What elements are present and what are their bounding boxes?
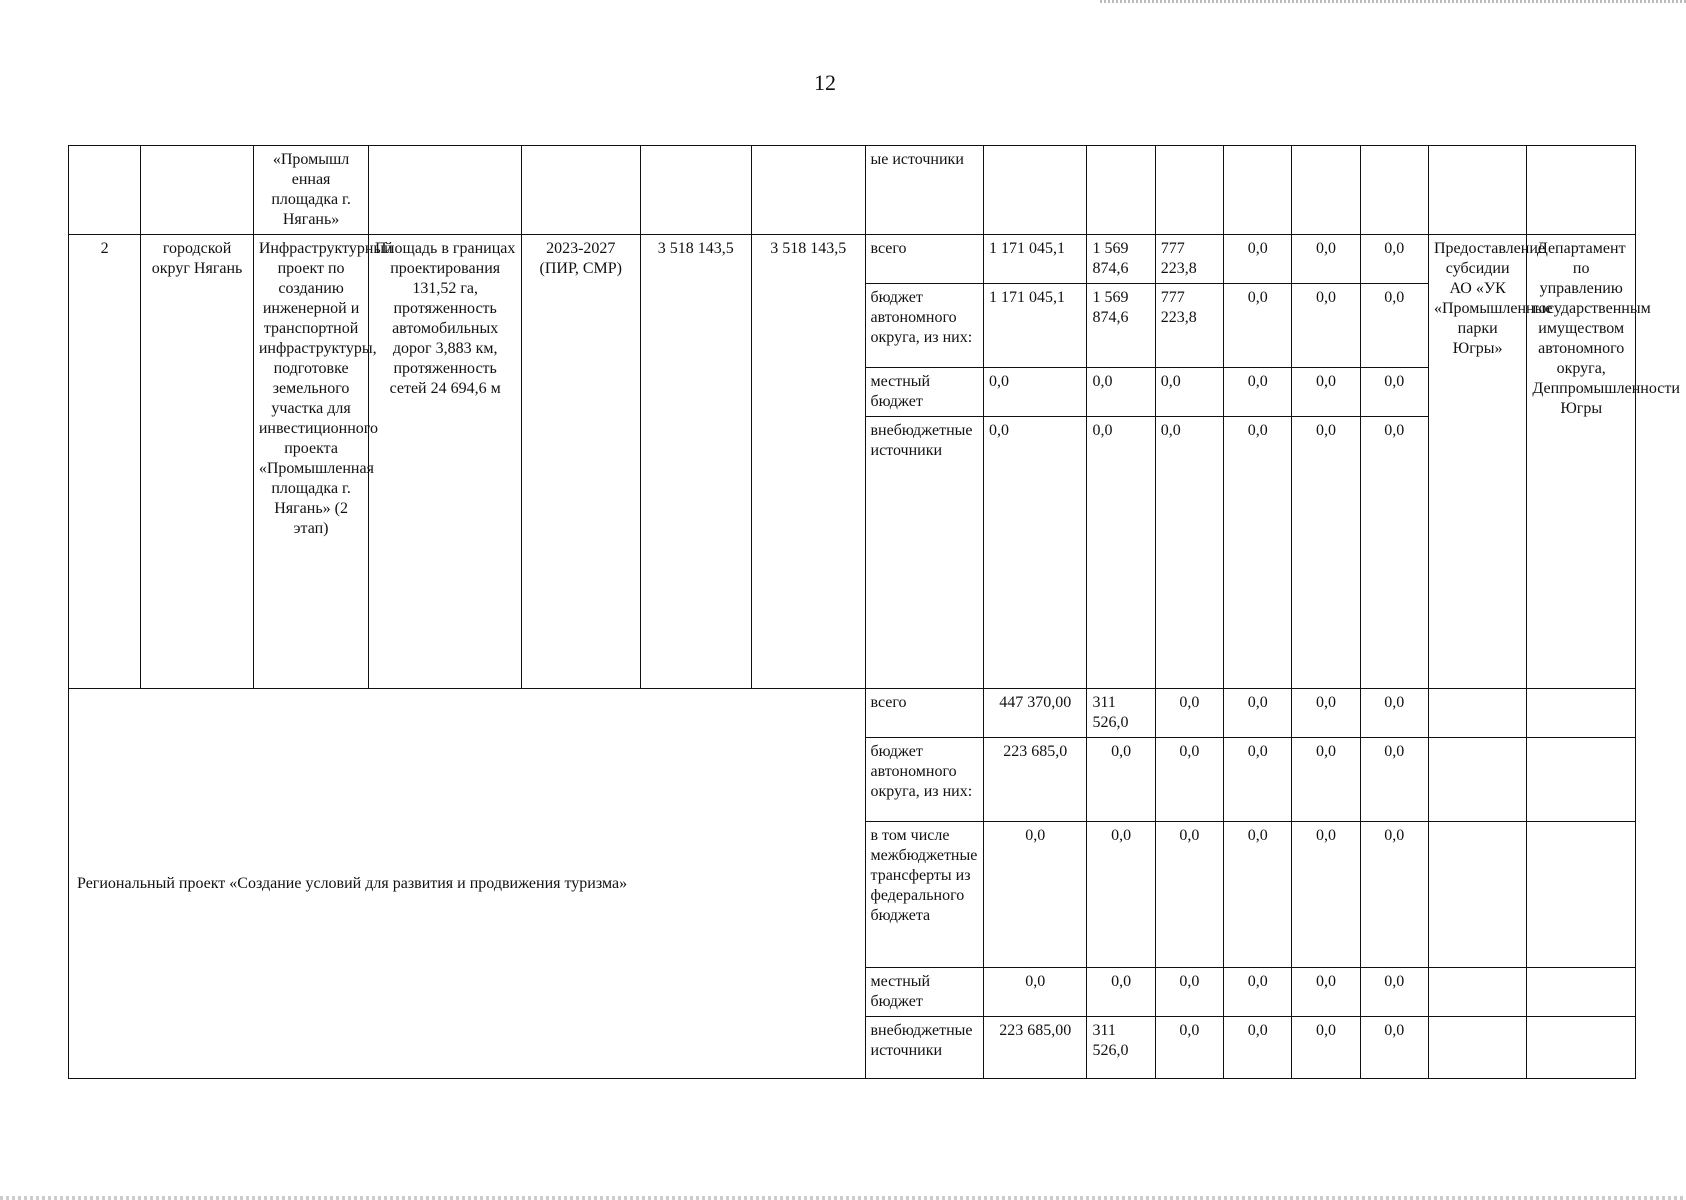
- funding-source: всего: [865, 689, 984, 738]
- table-cell: [1428, 738, 1526, 822]
- funding-value: 0,0: [1360, 417, 1428, 689]
- project-name: Инфраструктурный проект по созданию инженерной и транспортной инфраструктуры, подготовке земельного участка для инвестиционного проекта «Промышленная площадка г. Нягань» (2 этап): [253, 235, 369, 689]
- funding-value: 0,0: [1155, 368, 1223, 417]
- funding-value: 0,0: [1155, 689, 1223, 738]
- funding-value: 777 223,8: [1155, 284, 1223, 368]
- funding-value: 0,0: [1224, 689, 1292, 738]
- funding-value: 0,0: [1155, 1017, 1223, 1079]
- funding-value: 0,0: [1360, 968, 1428, 1017]
- funding-value: 0,0: [1224, 968, 1292, 1017]
- scan-edge-top: [1100, 0, 1686, 3]
- funding-value: 0,0: [1087, 968, 1155, 1017]
- responsible: Департамент по управлению государственным имуществом автономного округа, Деппромышленности Югры: [1527, 235, 1636, 689]
- table-cell: [1360, 146, 1428, 235]
- funding-value: 0,0: [1292, 368, 1360, 417]
- funding-value: 0,0: [1292, 1017, 1360, 1079]
- table-cell: [1428, 146, 1526, 235]
- funding-value: 223 685,00: [984, 1017, 1087, 1079]
- funding-value: 0,0: [1087, 368, 1155, 417]
- table-cell: [1527, 822, 1636, 968]
- capacity: Площадь в границах проектирования 131,52 га, протяженность автомобильных дорог 3,883 км, протяженность сетей 24 694,6 м: [369, 235, 522, 689]
- table-cell: [522, 146, 641, 235]
- funding-value: 0,0: [1360, 235, 1428, 284]
- table-row-regional: [69, 689, 1636, 738]
- funding-value: 0,0: [1292, 417, 1360, 689]
- funding-value: 1 569 874,6: [1087, 235, 1155, 284]
- funding-source: бюджет автономного округа, из них:: [865, 284, 984, 368]
- funding-value: 0,0: [984, 968, 1087, 1017]
- table-cell: [640, 146, 751, 235]
- scan-edge-bottom: [0, 1196, 1686, 1200]
- period: 2023-2027 (ПИР, СМР): [522, 235, 641, 689]
- budget-table: [68, 145, 1680, 1079]
- row-number: 2: [69, 235, 141, 689]
- funding-value: 0,0: [1224, 235, 1292, 284]
- table-cell: [1527, 1017, 1636, 1079]
- funding-value: 0,0: [1155, 822, 1223, 968]
- funding-value: 0,0: [1224, 417, 1292, 689]
- municipality: городской округ Нягань: [141, 235, 254, 689]
- table-cell: [1428, 822, 1526, 968]
- funding-source: внебюджетные источники: [865, 1017, 984, 1079]
- funding-value: 0,0: [1224, 822, 1292, 968]
- funding-value: 0,0: [1292, 689, 1360, 738]
- table-cell: [1527, 689, 1636, 738]
- funding-value: 0,0: [1155, 417, 1223, 689]
- table-cell: [141, 146, 254, 235]
- table-cell: [1527, 738, 1636, 822]
- table-cell: [1428, 968, 1526, 1017]
- table-cell: [752, 146, 866, 235]
- funding-value: 0,0: [1087, 738, 1155, 822]
- funding-value: 0,0: [1360, 1017, 1428, 1079]
- funding-value: 0,0: [1087, 822, 1155, 968]
- funding-value: 0,0: [984, 368, 1087, 417]
- funding-value: 0,0: [1155, 968, 1223, 1017]
- funding-value: 0,0: [984, 417, 1087, 689]
- funding-value: 0,0: [1360, 368, 1428, 417]
- funding-source: местный бюджет: [865, 968, 984, 1017]
- project-name-tail: «Промышл енная площадка г. Нягань»: [253, 146, 369, 235]
- funding-value: 1 171 045,1: [984, 235, 1087, 284]
- funding-value: 311 526,0: [1087, 689, 1155, 738]
- funding-value: 311 526,0: [1087, 1017, 1155, 1079]
- table-cell: [1224, 146, 1292, 235]
- funding-value: 0,0: [1155, 738, 1223, 822]
- table-row-continuation: [69, 146, 1636, 235]
- table-cell: [984, 146, 1087, 235]
- table-cell: [1527, 968, 1636, 1017]
- table-cell: [1527, 146, 1636, 235]
- cost-remaining: 3 518 143,5: [752, 235, 866, 689]
- funding-source: внебюджетные источники: [865, 417, 984, 689]
- funding-source: бюджет автономного округа, из них:: [865, 738, 984, 822]
- table-row-project: [69, 235, 1636, 284]
- table-cell: [1087, 146, 1155, 235]
- cost-total: 3 518 143,5: [640, 235, 751, 689]
- funding-value: 0,0: [1292, 738, 1360, 822]
- source-tail: ые источники: [865, 146, 984, 235]
- table-cell: [369, 146, 522, 235]
- funding-source: всего: [865, 235, 984, 284]
- budget-table-body: [69, 146, 1680, 1079]
- regional-project-title: Региональный проект «Создание условий для развития и продвижения туризма»: [69, 689, 866, 1079]
- table-cell: [1428, 689, 1526, 738]
- funding-value: 0,0: [1292, 284, 1360, 368]
- funding-value: 1 569 874,6: [1087, 284, 1155, 368]
- funding-value: 1 171 045,1: [984, 284, 1087, 368]
- funding-value: 0,0: [1360, 689, 1428, 738]
- funding-value: 0,0: [1360, 822, 1428, 968]
- funding-value: 0,0: [984, 822, 1087, 968]
- funding-source: местный бюджет: [865, 368, 984, 417]
- funding-value: 0,0: [1224, 738, 1292, 822]
- page-number: 12: [814, 70, 836, 95]
- table-cell: [1292, 146, 1360, 235]
- funding-value: 0,0: [1292, 235, 1360, 284]
- funding-value: 447 370,00: [984, 689, 1087, 738]
- funding-value: 777 223,8: [1155, 235, 1223, 284]
- funding-value: 0,0: [1292, 968, 1360, 1017]
- funding-value: 0,0: [1224, 1017, 1292, 1079]
- table-cell: [69, 146, 141, 235]
- funding-source: в том числе межбюджетные трансферты из федерального бюджета: [865, 822, 984, 968]
- table-cell: [1428, 1017, 1526, 1079]
- funding-value: 0,0: [1224, 284, 1292, 368]
- funding-value: 223 685,0: [984, 738, 1087, 822]
- table-cell: [1155, 146, 1223, 235]
- mechanism: Предоставление субсидии АО «УК «Промышленные парки Югры»: [1428, 235, 1526, 689]
- funding-value: 0,0: [1360, 284, 1428, 368]
- funding-value: 0,0: [1224, 368, 1292, 417]
- funding-value: 0,0: [1087, 417, 1155, 689]
- funding-value: 0,0: [1292, 822, 1360, 968]
- funding-value: 0,0: [1360, 738, 1428, 822]
